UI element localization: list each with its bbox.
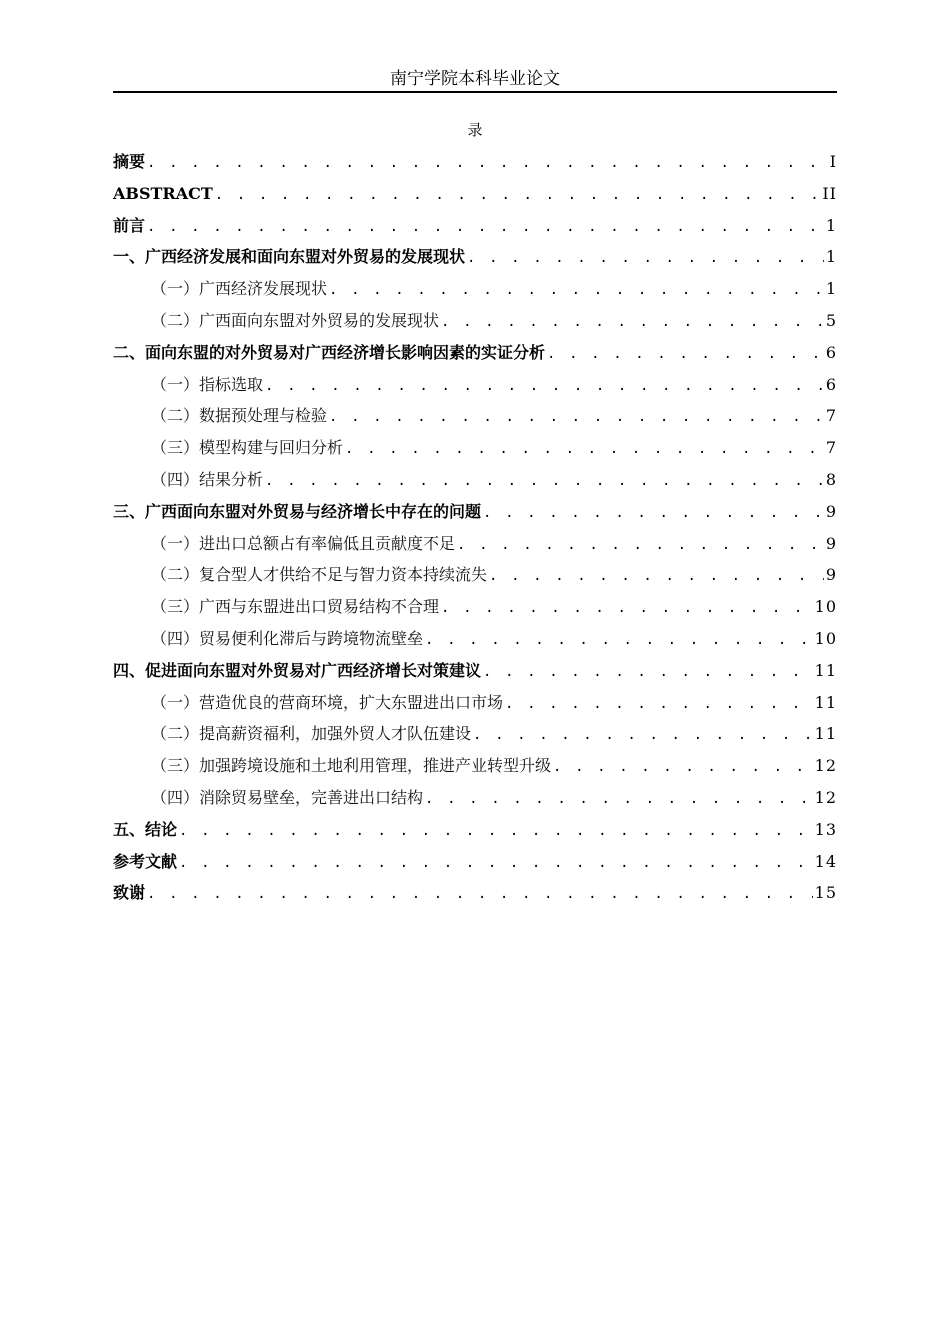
toc-entry-section[interactable]	[113, 627, 837, 659]
toc-entry-page-number: 13	[814, 819, 837, 839]
toc-entry-page-number: 11	[814, 660, 837, 680]
toc-entry-page-number: 5	[825, 310, 837, 330]
toc-entry-section[interactable]	[113, 468, 837, 500]
toc-dot-leader	[215, 183, 821, 207]
toc-dot-leader	[483, 660, 813, 684]
toc-dot-leader	[329, 405, 824, 429]
toc-dot-leader	[483, 501, 824, 525]
toc-entry-page-number: 12	[814, 756, 837, 776]
toc-entry-label: （三）加强跨境设施和土地利用管理，推进产业转型升级	[151, 756, 552, 776]
toc-entry-label: 二、面向东盟的对外贸易对广西经济增长影响因素的实证分析	[113, 342, 546, 362]
toc-dot-leader	[505, 692, 813, 716]
toc-dot-leader	[489, 564, 824, 588]
toc-dot-leader	[553, 755, 813, 779]
toc-entry-label: （二）数据预处理与检验	[151, 406, 328, 426]
toc-entry-label: 前言	[113, 215, 146, 235]
toc-entry-page-number: 7	[825, 406, 837, 426]
toc-dot-leader	[441, 596, 813, 620]
toc-dot-leader	[265, 469, 824, 493]
toc-dot-leader	[457, 533, 824, 557]
toc-dot-leader	[467, 246, 824, 270]
toc-entry-chapter[interactable]	[113, 659, 837, 691]
page-header-title: 南宁学院本科毕业论文	[390, 69, 560, 89]
toc-entry-section[interactable]	[113, 722, 837, 754]
toc-entry-label: 五、结论	[113, 819, 178, 839]
toc-entry-page-number: 15	[814, 883, 837, 903]
toc-entry-chapter[interactable]	[113, 150, 837, 182]
toc-entry-chapter[interactable]	[113, 850, 837, 882]
table-of-contents	[113, 150, 837, 913]
toc-entry-section[interactable]	[113, 786, 837, 818]
toc-entry-section[interactable]	[113, 373, 837, 405]
toc-dot-leader	[345, 437, 824, 461]
toc-entry-label: （一）广西经济发展现状	[151, 279, 328, 299]
toc-dot-leader	[265, 374, 824, 398]
toc-entry-label: （二）复合型人才供给不足与智力资本持续流失	[151, 565, 488, 585]
toc-entry-page-number: 9	[825, 565, 837, 585]
toc-entry-page-number: II	[822, 183, 837, 203]
toc-dot-leader	[147, 151, 828, 175]
toc-entry-page-number: 1	[825, 215, 837, 235]
toc-entry-chapter[interactable]	[113, 245, 837, 277]
toc-entry-chapter[interactable]	[113, 341, 837, 373]
toc-entry-label: （一）进出口总额占有率偏低且贡献度不足	[151, 533, 456, 553]
toc-entry-chapter[interactable]	[113, 500, 837, 532]
toc-dot-leader	[425, 628, 813, 652]
toc-dot-leader	[147, 215, 824, 239]
toc-entry-chapter[interactable]	[113, 182, 837, 214]
header-divider	[113, 91, 837, 93]
toc-entry-label: （四）贸易便利化滞后与跨境物流壁垒	[151, 628, 424, 648]
toc-entry-page-number: 10	[814, 628, 837, 648]
toc-entry-section[interactable]	[113, 404, 837, 436]
toc-entry-label: 致谢	[113, 883, 146, 903]
toc-entry-chapter[interactable]	[113, 881, 837, 913]
toc-entry-section[interactable]	[113, 595, 837, 627]
toc-dot-leader	[179, 819, 813, 843]
toc-entry-page-number: 9	[825, 501, 837, 521]
toc-entry-label: 三、广西面向东盟对外贸易与经济增长中存在的问题	[113, 501, 482, 521]
toc-entry-label: ABSTRACT	[113, 183, 213, 203]
toc-entry-label: （二）广西面向东盟对外贸易的发展现状	[151, 310, 440, 330]
toc-entry-section[interactable]	[113, 691, 837, 723]
toc-entry-label: （三）模型构建与回归分析	[151, 438, 344, 458]
toc-entry-page-number: 11	[814, 692, 837, 712]
toc-entry-page-number: 9	[825, 533, 837, 553]
toc-entry-section[interactable]	[113, 277, 837, 309]
toc-entry-label: 摘要	[113, 152, 146, 171]
toc-entry-page-number: 1	[825, 279, 837, 299]
toc-entry-label: 一、广西经济发展和面向东盟对外贸易的发展现状	[113, 247, 466, 267]
toc-entry-page-number: 11	[814, 724, 837, 744]
toc-dot-leader	[179, 851, 813, 875]
toc-entry-chapter[interactable]	[113, 818, 837, 850]
toc-entry-page-number: 10	[814, 597, 837, 617]
toc-dot-leader	[329, 278, 824, 302]
toc-entry-section[interactable]	[113, 532, 837, 564]
toc-entry-label: （四）结果分析	[151, 469, 264, 489]
toc-entry-page-number: 8	[825, 469, 837, 489]
toc-entry-label: 参考文献	[113, 851, 178, 871]
toc-entry-chapter[interactable]	[113, 214, 837, 246]
toc-entry-page-number: 6	[825, 342, 837, 362]
toc-entry-section[interactable]	[113, 309, 837, 341]
toc-entry-label: （四）消除贸易壁垒，完善进出口结构	[151, 787, 424, 807]
toc-entry-page-number: 7	[825, 438, 837, 458]
toc-entry-label: （一）营造优良的营商环境，扩大东盟进出口市场	[151, 692, 504, 712]
toc-entry-page-number: 12	[814, 787, 837, 807]
toc-dot-leader	[473, 723, 813, 747]
toc-entry-label: 四、促进面向东盟对外贸易对广西经济增长对策建议	[113, 660, 482, 680]
toc-entry-label: （三）广西与东盟进出口贸易结构不合理	[151, 597, 440, 617]
toc-dot-leader	[425, 787, 813, 811]
toc-entry-label: （二）提高薪资福利，加强外贸人才队伍建设	[151, 724, 472, 744]
toc-dot-leader	[441, 310, 824, 334]
toc-dot-leader	[147, 882, 813, 906]
toc-entry-page-number: 6	[825, 374, 837, 394]
toc-entry-section[interactable]	[113, 436, 837, 468]
toc-title: 录	[467, 121, 483, 139]
toc-entry-page-number: I	[829, 152, 837, 171]
toc-entry-page-number: 1	[825, 247, 837, 267]
toc-entry-label: （一）指标选取	[151, 374, 264, 394]
toc-entry-page-number: 14	[814, 851, 837, 871]
toc-dot-leader	[547, 342, 824, 366]
toc-entry-section[interactable]	[113, 563, 837, 595]
toc-entry-section[interactable]	[113, 754, 837, 786]
